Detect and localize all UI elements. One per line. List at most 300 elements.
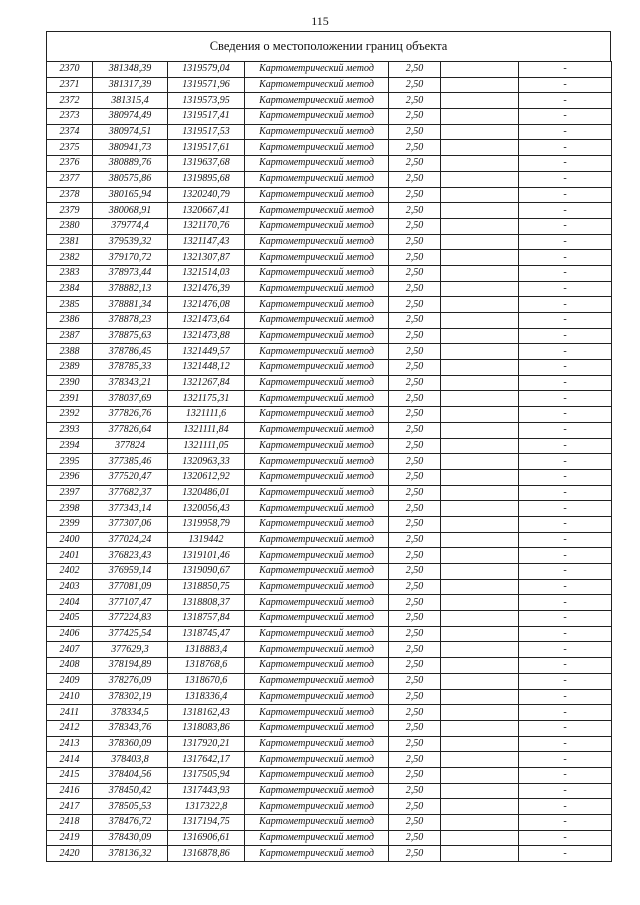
method-cell: Картометрический метод (245, 407, 389, 423)
method-cell: Картометрический метод (245, 705, 389, 721)
table-row (47, 93, 612, 109)
y-coordinate-cell: 1321473,88 (168, 328, 245, 344)
note-cell: - (519, 485, 612, 501)
page-number: 115 (311, 14, 329, 28)
description-cell (441, 171, 519, 187)
table-row (47, 344, 612, 360)
x-coordinate-cell: 378404,56 (93, 767, 168, 783)
table-row (47, 328, 612, 344)
point-number-cell: 2394 (47, 438, 93, 454)
accuracy-cell: 2,50 (389, 250, 441, 266)
table-row (47, 830, 612, 846)
note-cell: - (519, 658, 612, 674)
table-row (47, 375, 612, 391)
table-row (47, 736, 612, 752)
point-number-cell: 2385 (47, 297, 93, 313)
x-coordinate-cell: 380941,73 (93, 140, 168, 156)
y-coordinate-cell: 1319571,96 (168, 77, 245, 93)
y-coordinate-cell: 1320963,33 (168, 454, 245, 470)
x-coordinate-cell: 378403,8 (93, 752, 168, 768)
point-number-cell: 2401 (47, 548, 93, 564)
accuracy-cell: 2,50 (389, 501, 441, 517)
x-coordinate-cell: 378785,33 (93, 360, 168, 376)
point-number-cell: 2412 (47, 720, 93, 736)
y-coordinate-cell: 1321111,05 (168, 438, 245, 454)
description-cell (441, 642, 519, 658)
method-cell: Картометрический метод (245, 532, 389, 548)
accuracy-cell: 2,50 (389, 187, 441, 203)
note-cell: - (519, 156, 612, 172)
point-number-cell: 2391 (47, 391, 93, 407)
accuracy-cell: 2,50 (389, 234, 441, 250)
note-cell: - (519, 532, 612, 548)
x-coordinate-cell: 378334,5 (93, 705, 168, 721)
method-cell: Картометрический метод (245, 815, 389, 831)
x-coordinate-cell: 378360,09 (93, 736, 168, 752)
method-cell: Картометрический метод (245, 454, 389, 470)
y-coordinate-cell: 1320612,92 (168, 469, 245, 485)
table-row (47, 156, 612, 172)
method-cell: Картометрический метод (245, 422, 389, 438)
accuracy-cell: 2,50 (389, 171, 441, 187)
y-coordinate-cell: 1319442 (168, 532, 245, 548)
accuracy-cell: 2,50 (389, 815, 441, 831)
description-cell (441, 265, 519, 281)
table-row (47, 281, 612, 297)
coordinates-table (46, 61, 612, 862)
note-cell: - (519, 736, 612, 752)
method-cell: Картометрический метод (245, 77, 389, 93)
method-cell: Картометрический метод (245, 830, 389, 846)
accuracy-cell: 2,50 (389, 281, 441, 297)
accuracy-cell: 2,50 (389, 438, 441, 454)
accuracy-cell: 2,50 (389, 156, 441, 172)
accuracy-cell: 2,50 (389, 265, 441, 281)
table-row (47, 815, 612, 831)
point-number-cell: 2396 (47, 469, 93, 485)
note-cell: - (519, 360, 612, 376)
y-coordinate-cell: 1321111,6 (168, 407, 245, 423)
point-number-cell: 2371 (47, 77, 93, 93)
description-cell (441, 720, 519, 736)
method-cell: Картометрический метод (245, 124, 389, 140)
y-coordinate-cell: 1316878,86 (168, 846, 245, 862)
note-cell: - (519, 250, 612, 266)
accuracy-cell: 2,50 (389, 642, 441, 658)
accuracy-cell: 2,50 (389, 752, 441, 768)
y-coordinate-cell: 1318336,4 (168, 689, 245, 705)
description-cell (441, 579, 519, 595)
x-coordinate-cell: 380068,91 (93, 203, 168, 219)
x-coordinate-cell: 378882,13 (93, 281, 168, 297)
point-number-cell: 2414 (47, 752, 93, 768)
point-number-cell: 2415 (47, 767, 93, 783)
description-cell (441, 658, 519, 674)
x-coordinate-cell: 377224,83 (93, 611, 168, 627)
x-coordinate-cell: 377826,64 (93, 422, 168, 438)
x-coordinate-cell: 379539,32 (93, 234, 168, 250)
x-coordinate-cell: 378037,69 (93, 391, 168, 407)
table-row (47, 611, 612, 627)
method-cell: Картометрический метод (245, 501, 389, 517)
description-cell (441, 689, 519, 705)
note-cell: - (519, 673, 612, 689)
y-coordinate-cell: 1321175,31 (168, 391, 245, 407)
note-cell: - (519, 815, 612, 831)
y-coordinate-cell: 1318670,6 (168, 673, 245, 689)
description-cell (441, 611, 519, 627)
accuracy-cell: 2,50 (389, 767, 441, 783)
note-cell: - (519, 140, 612, 156)
y-coordinate-cell: 1319579,04 (168, 62, 245, 78)
point-number-cell: 2402 (47, 564, 93, 580)
method-cell: Картометрический метод (245, 720, 389, 736)
method-cell: Картометрический метод (245, 767, 389, 783)
y-coordinate-cell: 1320056,43 (168, 501, 245, 517)
x-coordinate-cell: 380889,76 (93, 156, 168, 172)
description-cell (441, 156, 519, 172)
table-row (47, 250, 612, 266)
method-cell: Картометрический метод (245, 485, 389, 501)
point-number-cell: 2390 (47, 375, 93, 391)
point-number-cell: 2407 (47, 642, 93, 658)
accuracy-cell: 2,50 (389, 846, 441, 862)
point-number-cell: 2387 (47, 328, 93, 344)
accuracy-cell: 2,50 (389, 422, 441, 438)
accuracy-cell: 2,50 (389, 532, 441, 548)
note-cell: - (519, 720, 612, 736)
y-coordinate-cell: 1319101,46 (168, 548, 245, 564)
x-coordinate-cell: 381317,39 (93, 77, 168, 93)
description-cell (441, 140, 519, 156)
x-coordinate-cell: 378450,42 (93, 783, 168, 799)
description-cell (441, 360, 519, 376)
table-row (47, 407, 612, 423)
table-row (47, 62, 612, 78)
table-row (47, 234, 612, 250)
point-number-cell: 2381 (47, 234, 93, 250)
accuracy-cell: 2,50 (389, 548, 441, 564)
x-coordinate-cell: 377024,24 (93, 532, 168, 548)
note-cell: - (519, 62, 612, 78)
method-cell: Картометрический метод (245, 187, 389, 203)
description-cell (441, 548, 519, 564)
table-row (47, 203, 612, 219)
accuracy-cell: 2,50 (389, 469, 441, 485)
table-row (47, 548, 612, 564)
y-coordinate-cell: 1318162,43 (168, 705, 245, 721)
note-cell: - (519, 642, 612, 658)
description-cell (441, 250, 519, 266)
table-row (47, 626, 612, 642)
y-coordinate-cell: 1319895,68 (168, 171, 245, 187)
table-row (47, 752, 612, 768)
y-coordinate-cell: 1321111,84 (168, 422, 245, 438)
description-cell (441, 564, 519, 580)
method-cell: Картометрический метод (245, 783, 389, 799)
description-cell (441, 218, 519, 234)
table-row (47, 360, 612, 376)
table-row (47, 705, 612, 721)
description-cell (441, 626, 519, 642)
point-number-cell: 2404 (47, 595, 93, 611)
x-coordinate-cell: 378194,89 (93, 658, 168, 674)
description-cell (441, 799, 519, 815)
description-cell (441, 93, 519, 109)
y-coordinate-cell: 1318850,75 (168, 579, 245, 595)
note-cell: - (519, 564, 612, 580)
x-coordinate-cell: 378875,63 (93, 328, 168, 344)
description-cell (441, 767, 519, 783)
y-coordinate-cell: 1319517,53 (168, 124, 245, 140)
description-cell (441, 516, 519, 532)
y-coordinate-cell: 1319637,68 (168, 156, 245, 172)
description-cell (441, 532, 519, 548)
note-cell: - (519, 297, 612, 313)
accuracy-cell: 2,50 (389, 611, 441, 627)
method-cell: Картометрический метод (245, 799, 389, 815)
point-number-cell: 2386 (47, 313, 93, 329)
description-cell (441, 109, 519, 125)
description-cell (441, 846, 519, 862)
point-number-cell: 2370 (47, 62, 93, 78)
note-cell: - (519, 438, 612, 454)
note-cell: - (519, 579, 612, 595)
method-cell: Картометрический метод (245, 469, 389, 485)
x-coordinate-cell: 377826,76 (93, 407, 168, 423)
method-cell: Картометрический метод (245, 673, 389, 689)
table-row (47, 532, 612, 548)
description-cell (441, 595, 519, 611)
method-cell: Картометрический метод (245, 281, 389, 297)
description-cell (441, 673, 519, 689)
point-number-cell: 2410 (47, 689, 93, 705)
note-cell: - (519, 689, 612, 705)
y-coordinate-cell: 1316906,61 (168, 830, 245, 846)
y-coordinate-cell: 1319573,95 (168, 93, 245, 109)
accuracy-cell: 2,50 (389, 77, 441, 93)
method-cell: Картометрический метод (245, 297, 389, 313)
method-cell: Картометрический метод (245, 752, 389, 768)
description-cell (441, 830, 519, 846)
method-cell: Картометрический метод (245, 516, 389, 532)
method-cell: Картометрический метод (245, 109, 389, 125)
point-number-cell: 2416 (47, 783, 93, 799)
note-cell: - (519, 218, 612, 234)
accuracy-cell: 2,50 (389, 626, 441, 642)
y-coordinate-cell: 1319517,41 (168, 109, 245, 125)
accuracy-cell: 2,50 (389, 705, 441, 721)
table-row (47, 673, 612, 689)
point-number-cell: 2413 (47, 736, 93, 752)
note-cell: - (519, 705, 612, 721)
description-cell (441, 705, 519, 721)
point-number-cell: 2417 (47, 799, 93, 815)
table-row (47, 438, 612, 454)
point-number-cell: 2383 (47, 265, 93, 281)
method-cell: Картометрический метод (245, 360, 389, 376)
x-coordinate-cell: 377385,46 (93, 454, 168, 470)
point-number-cell: 2419 (47, 830, 93, 846)
method-cell: Картометрический метод (245, 171, 389, 187)
accuracy-cell: 2,50 (389, 516, 441, 532)
x-coordinate-cell: 381348,39 (93, 62, 168, 78)
x-coordinate-cell: 378430,09 (93, 830, 168, 846)
description-cell (441, 736, 519, 752)
y-coordinate-cell: 1320667,41 (168, 203, 245, 219)
note-cell: - (519, 611, 612, 627)
y-coordinate-cell: 1317505,94 (168, 767, 245, 783)
x-coordinate-cell: 380165,94 (93, 187, 168, 203)
x-coordinate-cell: 378343,76 (93, 720, 168, 736)
boundary-sheet (46, 31, 611, 862)
y-coordinate-cell: 1321514,03 (168, 265, 245, 281)
accuracy-cell: 2,50 (389, 485, 441, 501)
accuracy-cell: 2,50 (389, 830, 441, 846)
table-row (47, 767, 612, 783)
note-cell: - (519, 171, 612, 187)
note-cell: - (519, 767, 612, 783)
method-cell: Картометрический метод (245, 328, 389, 344)
x-coordinate-cell: 378505,53 (93, 799, 168, 815)
accuracy-cell: 2,50 (389, 736, 441, 752)
y-coordinate-cell: 1318083,86 (168, 720, 245, 736)
coordinates-table-body (47, 62, 612, 862)
point-number-cell: 2420 (47, 846, 93, 862)
table-row (47, 642, 612, 658)
accuracy-cell: 2,50 (389, 93, 441, 109)
y-coordinate-cell: 1318883,4 (168, 642, 245, 658)
accuracy-cell: 2,50 (389, 564, 441, 580)
table-row (47, 313, 612, 329)
method-cell: Картометрический метод (245, 548, 389, 564)
method-cell: Картометрический метод (245, 579, 389, 595)
point-number-cell: 2398 (47, 501, 93, 517)
point-number-cell: 2379 (47, 203, 93, 219)
description-cell (441, 391, 519, 407)
accuracy-cell: 2,50 (389, 62, 441, 78)
point-number-cell: 2384 (47, 281, 93, 297)
accuracy-cell: 2,50 (389, 109, 441, 125)
method-cell: Картометрический метод (245, 689, 389, 705)
table-row (47, 77, 612, 93)
point-number-cell: 2418 (47, 815, 93, 831)
note-cell: - (519, 124, 612, 140)
y-coordinate-cell: 1321476,08 (168, 297, 245, 313)
y-coordinate-cell: 1321473,64 (168, 313, 245, 329)
method-cell: Картометрический метод (245, 344, 389, 360)
table-row (47, 469, 612, 485)
description-cell (441, 407, 519, 423)
note-cell: - (519, 516, 612, 532)
note-cell: - (519, 187, 612, 203)
accuracy-cell: 2,50 (389, 140, 441, 156)
description-cell (441, 815, 519, 831)
method-cell: Картометрический метод (245, 203, 389, 219)
note-cell: - (519, 313, 612, 329)
y-coordinate-cell: 1321170,76 (168, 218, 245, 234)
note-cell: - (519, 203, 612, 219)
method-cell: Картометрический метод (245, 438, 389, 454)
note-cell: - (519, 454, 612, 470)
method-cell: Картометрический метод (245, 140, 389, 156)
method-cell: Картометрический метод (245, 250, 389, 266)
note-cell: - (519, 422, 612, 438)
table-row (47, 109, 612, 125)
y-coordinate-cell: 1317642,17 (168, 752, 245, 768)
description-cell (441, 344, 519, 360)
y-coordinate-cell: 1321147,43 (168, 234, 245, 250)
accuracy-cell: 2,50 (389, 579, 441, 595)
table-row (47, 783, 612, 799)
note-cell: - (519, 469, 612, 485)
point-number-cell: 2395 (47, 454, 93, 470)
x-coordinate-cell: 379774,4 (93, 218, 168, 234)
x-coordinate-cell: 377107,47 (93, 595, 168, 611)
point-number-cell: 2399 (47, 516, 93, 532)
x-coordinate-cell: 381315,4 (93, 93, 168, 109)
table-row (47, 658, 612, 674)
point-number-cell: 2393 (47, 422, 93, 438)
x-coordinate-cell: 378476,72 (93, 815, 168, 831)
method-cell: Картометрический метод (245, 611, 389, 627)
description-cell (441, 124, 519, 140)
accuracy-cell: 2,50 (389, 124, 441, 140)
note-cell: - (519, 548, 612, 564)
description-cell (441, 187, 519, 203)
note-cell: - (519, 109, 612, 125)
table-row (47, 171, 612, 187)
y-coordinate-cell: 1319958,79 (168, 516, 245, 532)
x-coordinate-cell: 379170,72 (93, 250, 168, 266)
point-number-cell: 2406 (47, 626, 93, 642)
y-coordinate-cell: 1319517,61 (168, 140, 245, 156)
y-coordinate-cell: 1321267,84 (168, 375, 245, 391)
accuracy-cell: 2,50 (389, 595, 441, 611)
y-coordinate-cell: 1318745,47 (168, 626, 245, 642)
point-number-cell: 2409 (47, 673, 93, 689)
accuracy-cell: 2,50 (389, 673, 441, 689)
point-number-cell: 2403 (47, 579, 93, 595)
method-cell: Картометрический метод (245, 93, 389, 109)
point-number-cell: 2376 (47, 156, 93, 172)
x-coordinate-cell: 376823,43 (93, 548, 168, 564)
y-coordinate-cell: 1321307,87 (168, 250, 245, 266)
table-row (47, 124, 612, 140)
description-cell (441, 422, 519, 438)
table-row (47, 265, 612, 281)
accuracy-cell: 2,50 (389, 720, 441, 736)
x-coordinate-cell: 377629,3 (93, 642, 168, 658)
accuracy-cell: 2,50 (389, 689, 441, 705)
description-cell (441, 62, 519, 78)
method-cell: Картометрический метод (245, 626, 389, 642)
description-cell (441, 203, 519, 219)
y-coordinate-cell: 1320240,79 (168, 187, 245, 203)
x-coordinate-cell: 378786,45 (93, 344, 168, 360)
x-coordinate-cell: 377343,14 (93, 501, 168, 517)
method-cell: Картометрический метод (245, 658, 389, 674)
accuracy-cell: 2,50 (389, 375, 441, 391)
method-cell: Картометрический метод (245, 595, 389, 611)
point-number-cell: 2388 (47, 344, 93, 360)
point-number-cell: 2373 (47, 109, 93, 125)
table-row (47, 689, 612, 705)
note-cell: - (519, 752, 612, 768)
y-coordinate-cell: 1318808,37 (168, 595, 245, 611)
accuracy-cell: 2,50 (389, 344, 441, 360)
description-cell (441, 313, 519, 329)
